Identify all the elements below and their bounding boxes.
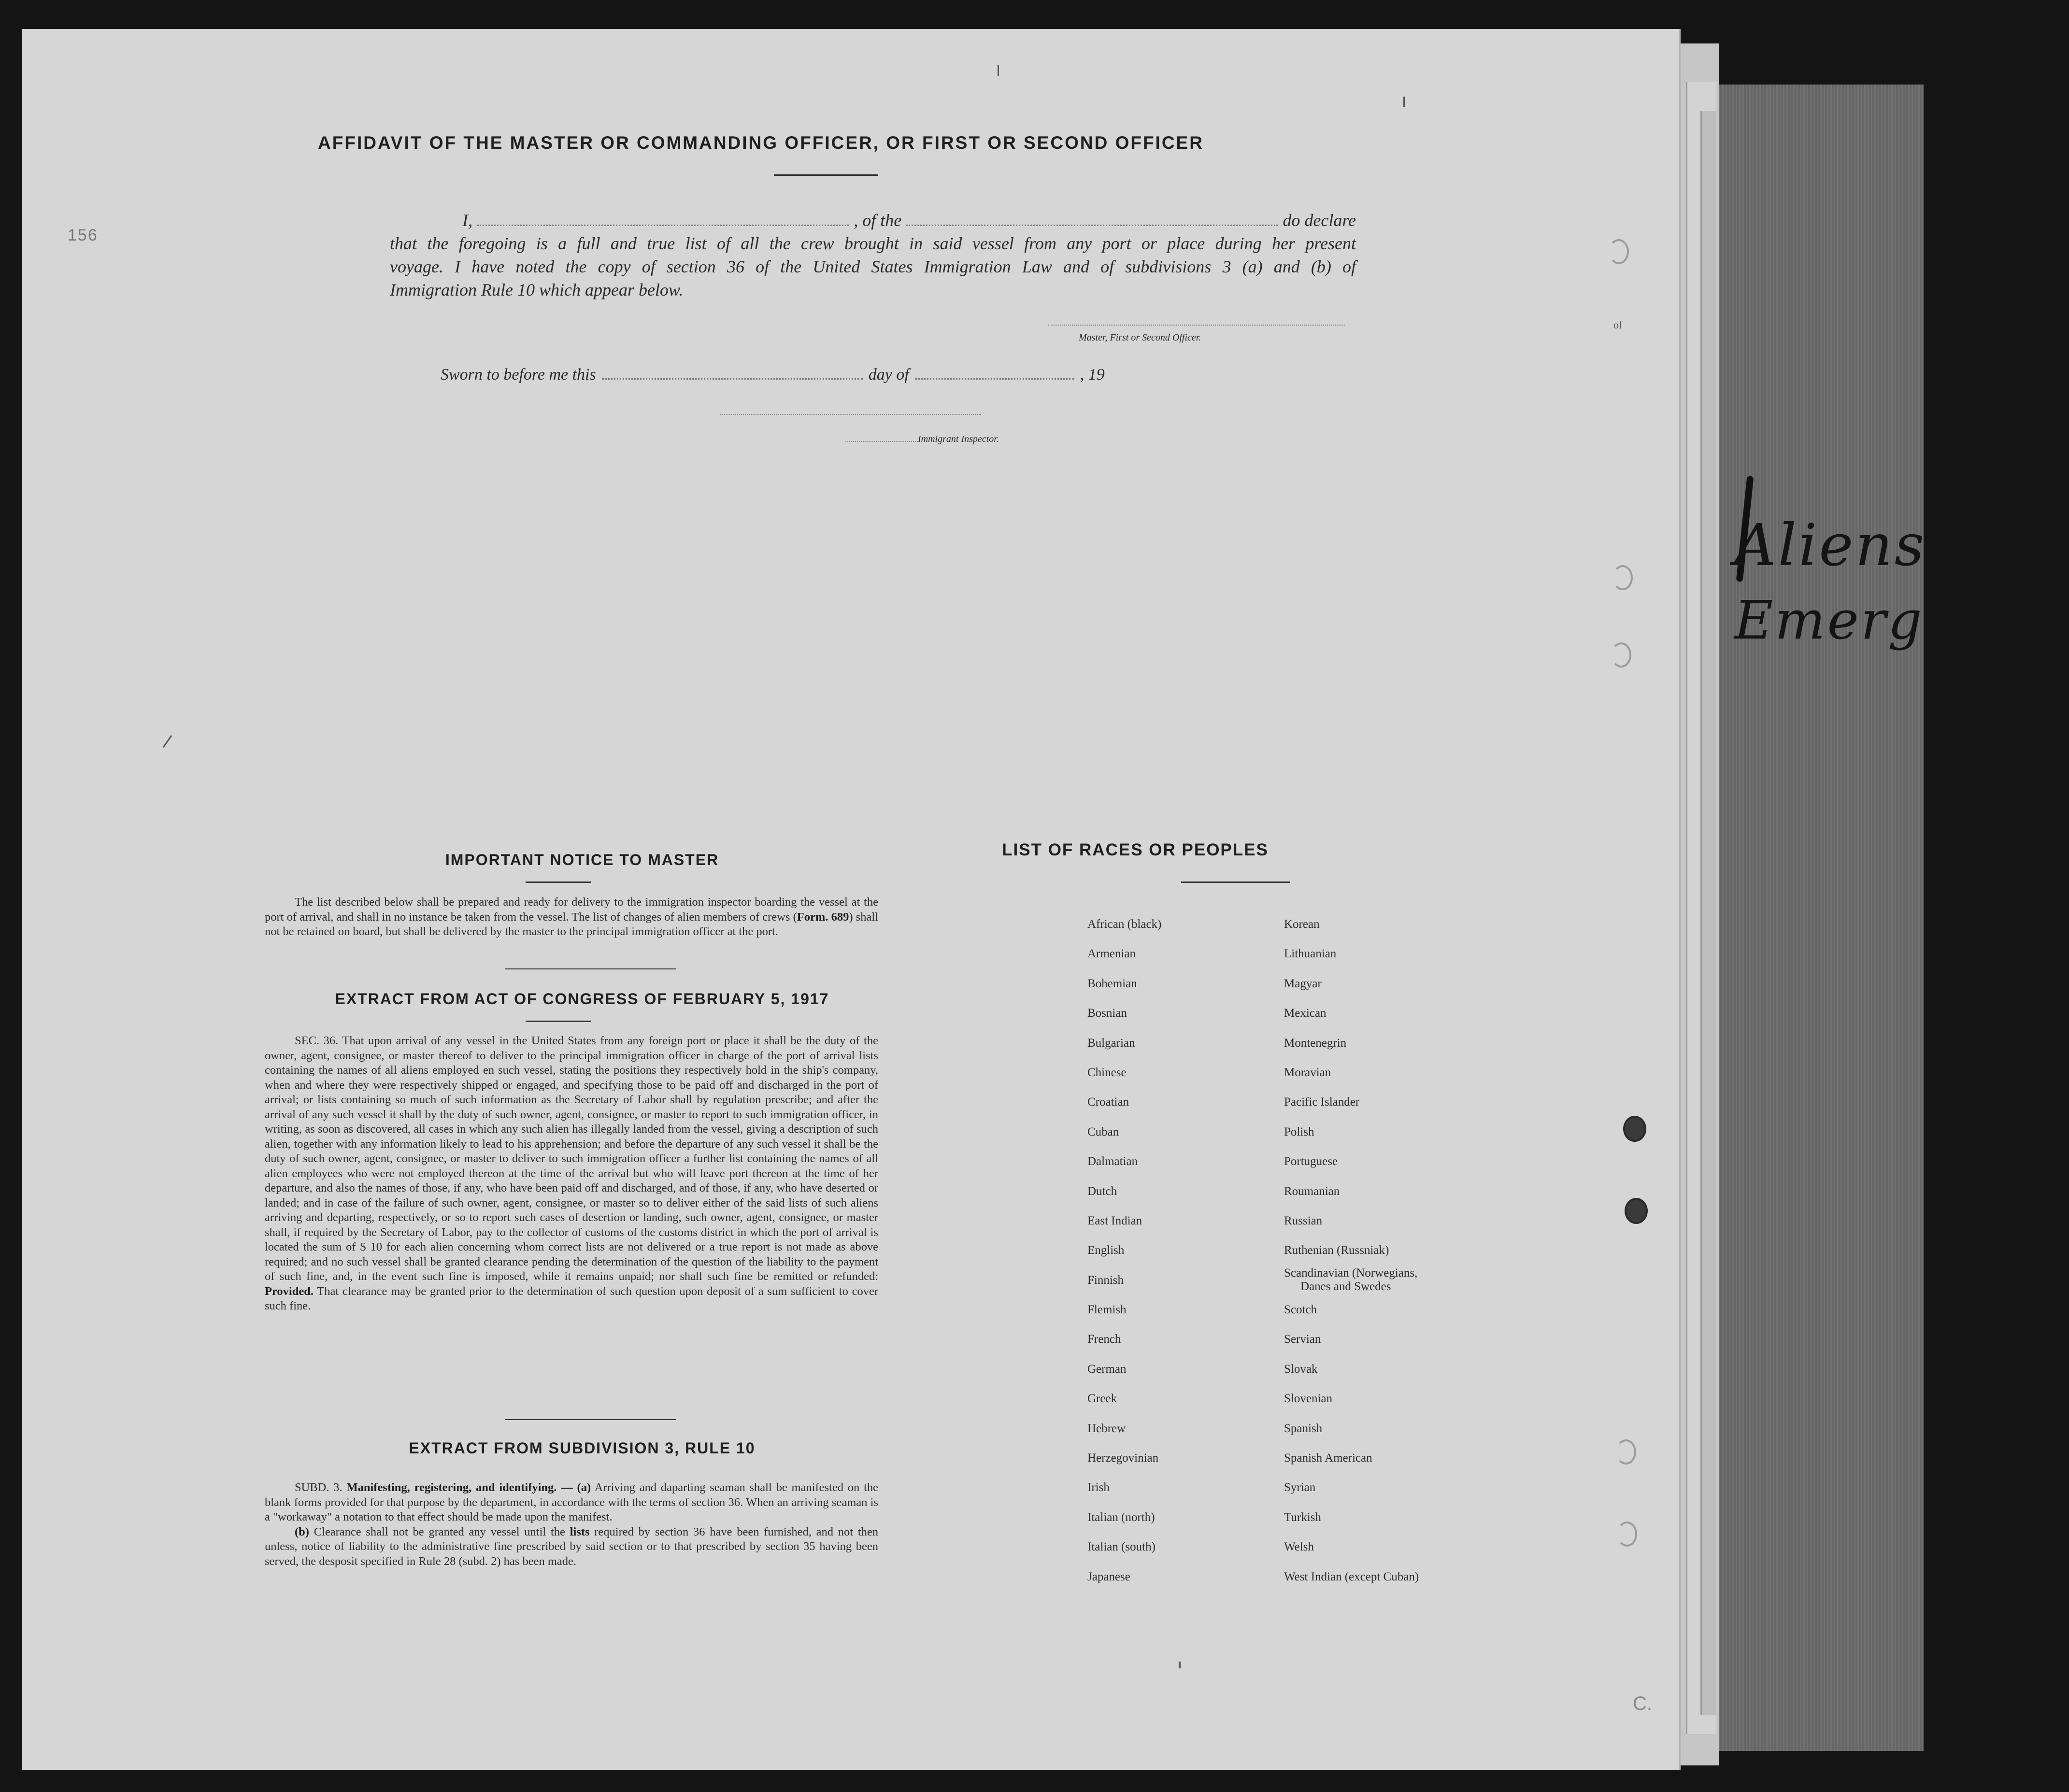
race-item: German <box>1087 1362 1127 1376</box>
act-heading: EXTRACT FROM ACT OF CONGRESS OF FEBRUARY 5, 1917 <box>335 990 829 1008</box>
inspector-signature-line <box>720 414 981 415</box>
stray-mark <box>998 65 999 76</box>
act-text-part: That clearance may be granted prior to the determination of such question upon deposit of a sum sufficient to cover such fine. <box>265 1284 878 1312</box>
race-item: French <box>1087 1333 1121 1346</box>
notice-text <box>265 895 878 939</box>
provided-word: Provided. <box>265 1284 314 1298</box>
binder-hole <box>1616 1439 1636 1465</box>
race-item: Bulgarian <box>1087 1036 1135 1050</box>
part-b-text: required by section 36 have been furnished, and not then unless, notice of liability to the administrative fine prescribed by said section or to that prescribed by section 35 having been served, the desposit specified in Rule 28 (subd. 2) has been made. <box>265 1525 879 1568</box>
affidavit-i: I, <box>462 211 472 230</box>
race-item: Russian <box>1284 1214 1323 1227</box>
race-item: Turkish <box>1284 1510 1321 1524</box>
act-text <box>265 1034 878 1314</box>
race-item: Bosnian <box>1087 1007 1127 1020</box>
binder-hole <box>1617 1522 1637 1547</box>
affidavit-line: that the foregoing is a full and true list of all the crew brought in said vessel from any port or place during her present <box>390 234 1356 253</box>
race-item: Bohemian <box>1087 977 1137 990</box>
section-divider <box>526 882 591 883</box>
act-text-part: SEC. 36. That upon arrival of any vessel in the United States from any foreign port or place it shall be the duty of the owner, agent, consignee, or master thereof to deliver to the principal immigration officer in charge of the port of arrival lists containing the names of all aliens employed en such vessel, stating the positions they respectively hold in the ship's company, when and where they were respectively shipped or engaged, and specifying those to be paid off and discharged in the port of arrival; or lists containing so much of such information as the Secretary of Labor shall by regulation prescribe; and after the arrival of any such vessel it shall by the duty of such owner, agent, consignee, or master to report to such immigration officer, in writing, as soon as discovered, all cases in which any such alien has illegally landed from the vessel, giving a description of such alien, together with any information likely to lead to his apprehension; and before the departure of any such vessel it shall be the duty of such owner, agent, consignee, or master to deliver to such immigration officer a further list containing the names of all alien employees who were not employed thereon at the time of the arrival but who will leave port thereon at the time of her departure, and also the names of those, if any, who have been paid off and discharged, and of those, if any, who have deserted or landed; and in case of the failure of such owner, agent, consignee, or master so to deliver either of the said lists of such aliens arriving and departing, respectively, or so to report such cases of desertion or landing, such owner, agent, consignee, or master shall, if required by the Secretary of Labor, pay to the collector of customs of the customs district in which the port of arrival is located the sum of $ 10 for each alien concerning whom correct lists are not delivered or a true report is not made as above required; and no such vessel shall be granted clearance pending the determination of the question of the liability to the payment of such fine, and, in the event such fine is imposed, while it remains unpaid; nor shall such fine be remitted or refunded: <box>265 1034 878 1283</box>
race-item: Spanish American <box>1284 1451 1372 1465</box>
part-b-text: Clearance shall not be granted any vessel until the <box>314 1525 565 1538</box>
race-item: Italian (north) <box>1087 1510 1155 1524</box>
affidavit-of-the: , of the <box>854 211 902 230</box>
year-text: , 19 <box>1080 366 1105 384</box>
back-sheet <box>1705 85 1924 1751</box>
race-item: Ruthenian (Russniak) <box>1284 1244 1389 1257</box>
race-item: Herzegovinian <box>1087 1451 1159 1465</box>
binder-hole <box>1612 565 1633 590</box>
race-item: Korean <box>1284 918 1320 931</box>
rule10-text <box>265 1480 878 1569</box>
races-right-column <box>1284 910 1419 1592</box>
notice-heading: IMPORTANT NOTICE TO MASTER <box>445 851 719 868</box>
race-item: Cuban <box>1087 1125 1119 1138</box>
race-item: Syrian <box>1284 1481 1316 1494</box>
document-page <box>22 29 1681 1770</box>
subd-title: Manifesting, registering, and identifying. <box>346 1481 557 1494</box>
notice-text-part: The list described below shall be prepared and ready for delivery to the immigration inspector boarding the vessel at the port of arrival, and shall in no instance be taken from the vessel. The list of changes of alien members of crews ( <box>265 896 878 924</box>
race-item: Polish <box>1284 1125 1314 1138</box>
section-divider <box>505 1419 676 1420</box>
title-divider <box>774 174 878 176</box>
form-reference: Form. 689 <box>797 910 849 924</box>
race-item: Dalmatian <box>1087 1155 1138 1168</box>
corner-mark: C. <box>1633 1693 1652 1714</box>
race-item: Irish <box>1087 1481 1110 1494</box>
affidavit-text <box>390 209 1356 301</box>
section-divider <box>505 968 676 969</box>
race-item: Mexican <box>1284 1007 1327 1020</box>
race-item: Magyar <box>1284 977 1322 990</box>
race-item: Armenian <box>1087 947 1136 961</box>
vessel-blank <box>906 209 1278 226</box>
race-item: Hebrew <box>1087 1422 1126 1435</box>
race-item: Lithuanian <box>1284 947 1337 961</box>
binder-hole <box>1623 1116 1646 1142</box>
race-item: Chinese <box>1087 1066 1127 1079</box>
section-divider <box>526 1021 591 1022</box>
sworn-text: Sworn to before me this <box>441 366 596 384</box>
hole-label: of <box>1613 319 1623 331</box>
part-a-text: Arriving and daparting seaman shall be manifested on the blank forms provided for that purpose by the department, in accordance with the terms of section 36. When an arriving seaman is a "workaway" a notation to that effect should be made upon the manifest. <box>265 1481 879 1523</box>
rule10-heading: EXTRACT FROM SUBDIVISION 3, RULE 10 <box>409 1439 756 1457</box>
section-divider <box>1181 882 1290 883</box>
stray-mark <box>163 735 172 748</box>
day-of-text: day of <box>868 366 909 384</box>
race-item: Moravian <box>1284 1066 1331 1079</box>
month-blank <box>915 365 1074 380</box>
day-blank <box>602 365 863 380</box>
page-edge <box>1700 111 1716 1715</box>
race-item: Servian <box>1284 1333 1321 1346</box>
race-item: Welsh <box>1284 1540 1314 1554</box>
race-item: African (black) <box>1087 918 1162 931</box>
race-item: English <box>1087 1244 1125 1257</box>
signature-label: Master, First or Second Officer. <box>1079 332 1201 343</box>
binder-hole <box>1611 642 1631 668</box>
affidavit-title: AFFIDAVIT OF THE MASTER OR COMMANDING OFFICER, OR FIRST OR SECOND OFFICER <box>318 133 1204 153</box>
inspector-signature-line <box>845 441 918 442</box>
handwriting: Aliens <box>1734 512 1926 579</box>
affidavit-declare: do declare <box>1283 211 1356 230</box>
race-item: Danes and Swedes <box>1300 1280 1391 1293</box>
subd-label: SUBD. 3. <box>295 1481 342 1494</box>
race-item: East Indian <box>1087 1214 1142 1227</box>
race-item: West Indian (except Cuban) <box>1284 1570 1419 1583</box>
margin-page-number: 156 <box>68 226 98 244</box>
notice-text-part: ) shall not be retained on board, but shall be delivered by the master to the principal immigration officer at the port. <box>265 910 878 938</box>
part-a-label: — (a) <box>561 1481 591 1494</box>
lists-word: lists <box>570 1525 590 1538</box>
races-heading: LIST OF RACES OR PEOPLES <box>1002 840 1269 859</box>
race-item: Montenegrin <box>1284 1036 1347 1050</box>
affidavit-line: voyage. I have noted the copy of section 36 of the United States Immigration Law and of subdivisions 3 (a) and (b) of <box>390 257 1356 276</box>
race-item: Slovak <box>1284 1362 1318 1376</box>
affidavit-line: Immigration Rule 10 which appear below. <box>390 280 684 299</box>
handwriting: Emergency. <box>1734 589 2069 651</box>
part-b-label: (b) <box>295 1525 309 1538</box>
race-item: Flemish <box>1087 1303 1127 1317</box>
race-item: Portuguese <box>1284 1155 1338 1168</box>
race-item: Croatian <box>1087 1095 1129 1109</box>
race-item: Greek <box>1087 1392 1117 1406</box>
race-item: Scandinavian (Norwegians, <box>1284 1266 1418 1280</box>
signature-line <box>1048 325 1345 326</box>
race-item: Scotch <box>1284 1303 1317 1317</box>
race-item: Pacific Islander <box>1284 1095 1360 1109</box>
race-item: Roumanian <box>1284 1184 1340 1198</box>
race-item: Japanese <box>1087 1570 1130 1583</box>
race-item: Dutch <box>1087 1184 1117 1198</box>
binder-hole <box>1609 239 1629 264</box>
race-item: Spanish <box>1284 1422 1323 1435</box>
stray-mark <box>1403 97 1405 107</box>
sworn-line <box>441 365 1165 384</box>
stray-mark <box>1179 1662 1181 1668</box>
race-item: Finnish <box>1087 1273 1124 1287</box>
race-item: Slovenian <box>1284 1392 1332 1406</box>
races-left-column <box>1087 910 1161 1592</box>
inspector-label: Immigrant Inspector. <box>918 434 999 444</box>
name-blank <box>477 209 849 226</box>
binder-hole <box>1625 1198 1648 1224</box>
race-item: Italian (south) <box>1087 1540 1156 1554</box>
